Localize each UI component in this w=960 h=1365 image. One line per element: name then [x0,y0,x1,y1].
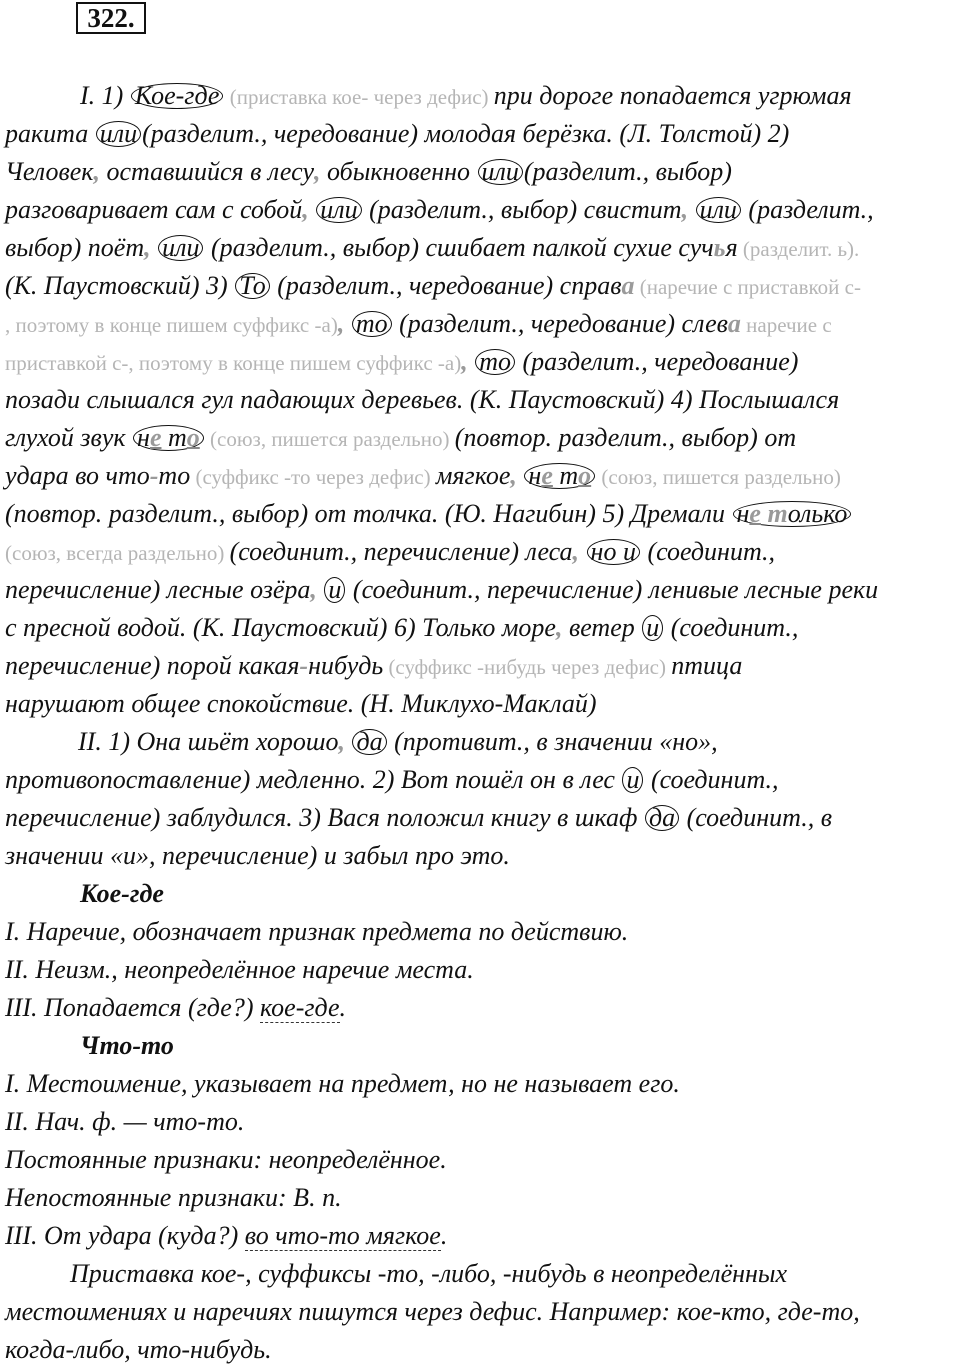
circled-word: не то [133,425,204,451]
circled-word: и [642,615,663,641]
rule-line: когда-либо, что-нибудь. [5,1335,272,1364]
analysis-line: II. Нач. ф. — что-то. [5,1107,245,1136]
text-line-3: Человек, оставшийся в лесу, обыкновенно или (разделит., выбор) [5,157,732,186]
gray-note: (союз, пишется раздельно) [204,427,455,451]
gray-note: (разделит. ь). [737,237,860,261]
text-line-11: удара во что-то (суффикс -то через дефис) мягкое, не то (союз, пишется раздельно) [5,461,841,490]
text-line-6: (К. Паустовский) 3) То (разделит., чередование) справа (наречие с приставкой с- [5,271,861,300]
text-line-7: , поэтому в конце пишем суффикс -а), то (разделит., чередование) слева наречие с [5,309,832,338]
gray-note: приставкой с-, поэтому в конце пишем суффикс -а) [5,351,462,375]
gray-note: (союз, пишется раздельно) [596,465,841,489]
gray-note: (приставка кое- через дефис) [224,85,494,109]
dashed-underline: кое-где [259,993,340,1022]
circled-word: не то [524,463,595,489]
circled-word: или [316,197,361,223]
heading-koe-gde: Кое-где [80,879,164,908]
gray-note: наречие с [740,313,832,337]
text-line-14: перечисление) лесные озёра, и (соединит., перечисление) ленивые лесные реки [5,575,879,604]
circled-word: или [158,235,203,261]
heading-chto-to: Что-то [80,1031,174,1060]
gray-note: (суффикс -то через дефис) [190,465,436,489]
exercise-number: 322. [76,2,146,34]
circled-word: но и [587,539,640,565]
rule-line: Приставка кое-, суффиксы -то, -либо, -нибудь в неопределённых [70,1259,788,1288]
text-line-13: (союз, всегда раздельно) (соединит., перечисление) леса, но и (соединит., [5,537,776,566]
circled-word: и [324,577,345,603]
text-line-8: приставкой с-, поэтому в конце пишем суффикс -а), то (разделит., чередование) [5,347,799,376]
analysis-line: III. От удара (куда?) во что-то мягкое. [5,1221,448,1250]
text-line-5: выбор) поёт, или (разделит., выбор) сшибает палкой сухие сучья (разделит. ь). [5,233,860,262]
text-line-21: значении «и», перечисление) и забыл про это. [5,841,510,870]
gray-note: , поэтому в конце пишем суффикс -а) [5,313,338,337]
gray-note: (суффикс -нибудь через дефис) [383,655,672,679]
analysis-line: III. Попадается (где?) кое-где. [5,993,347,1022]
analysis-line: I. Местоимение, указывает на предмет, но не называет его. [5,1069,680,1098]
text-line-2: ракита или (разделит., чередование) молодая берёзка. (Л. Толстой) 2) [5,119,790,148]
analysis-line: II. Неизм., неопределённое наречие места. [5,955,474,984]
circled-word: или [696,197,741,223]
text-line-4: разговаривает сам с собой, или (разделит., выбор) свистит, или (разделит., [5,195,874,224]
text-line-17: нарушают общее спокойствие. (Н. Миклухо-Маклай) [5,689,597,718]
circled-word: то [475,349,515,375]
text-line-20: перечисление) заблудился. 3) Вася положил книгу в шкаф да (соединит., в [5,803,832,832]
dashed-underline: во что-то мягкое [244,1221,441,1250]
circled-word: да [645,805,679,831]
analysis-line: Постоянные признаки: неопределённое. [5,1145,447,1174]
circled-word: да [352,729,386,755]
text-line-15: с пресной водой. (К. Паустовский) 6) Только море, ветер и (соединит., [5,613,799,642]
circled-word: или [96,121,141,147]
circled-word: Кое-где [131,83,224,109]
rule-line: местоимениях и наречиях пишутся через дефис. Например: кое-кто, где-то, [5,1297,860,1326]
gray-note: (наречие с приставкой с- [634,275,861,299]
text-line-19: противопоставление) медленно. 2) Вот пошёл он в лес и (соединит., [5,765,779,794]
circled-word: и [622,767,643,793]
text-line-9: позади слышался гул падающих деревьев. (К. Паустовский) 4) Послышался [5,385,840,414]
text-line-10: глухой звук не то (союз, пишется раздельно) (повтор. разделит., выбор) от [5,423,797,452]
analysis-line: I. Наречие, обозначает признак предмета по действию. [5,917,629,946]
gray-note: (союз, всегда раздельно) [5,541,230,565]
analysis-line: Непостоянные признаки: В. п. [5,1183,342,1212]
text-line-1: I. 1) Кое-где (приставка кое- через дефис) при дороге попадается угрюмая [80,81,852,110]
text-line-12: (повтор. разделит., выбор) от толчка. (Ю. Нагибин) 5) Дремали не только [5,499,852,529]
circled-word: То [235,273,270,299]
circled-word: или [478,159,523,185]
text-line-18: II. 1) Она шьёт хорошо, да (противит., в значении «но», [78,727,718,756]
circled-word: не только [733,501,852,527]
circled-word: то [352,311,392,337]
text-line-16: перечисление) порой какая-нибудь (суффикс -нибудь через дефис) птица [5,651,743,680]
